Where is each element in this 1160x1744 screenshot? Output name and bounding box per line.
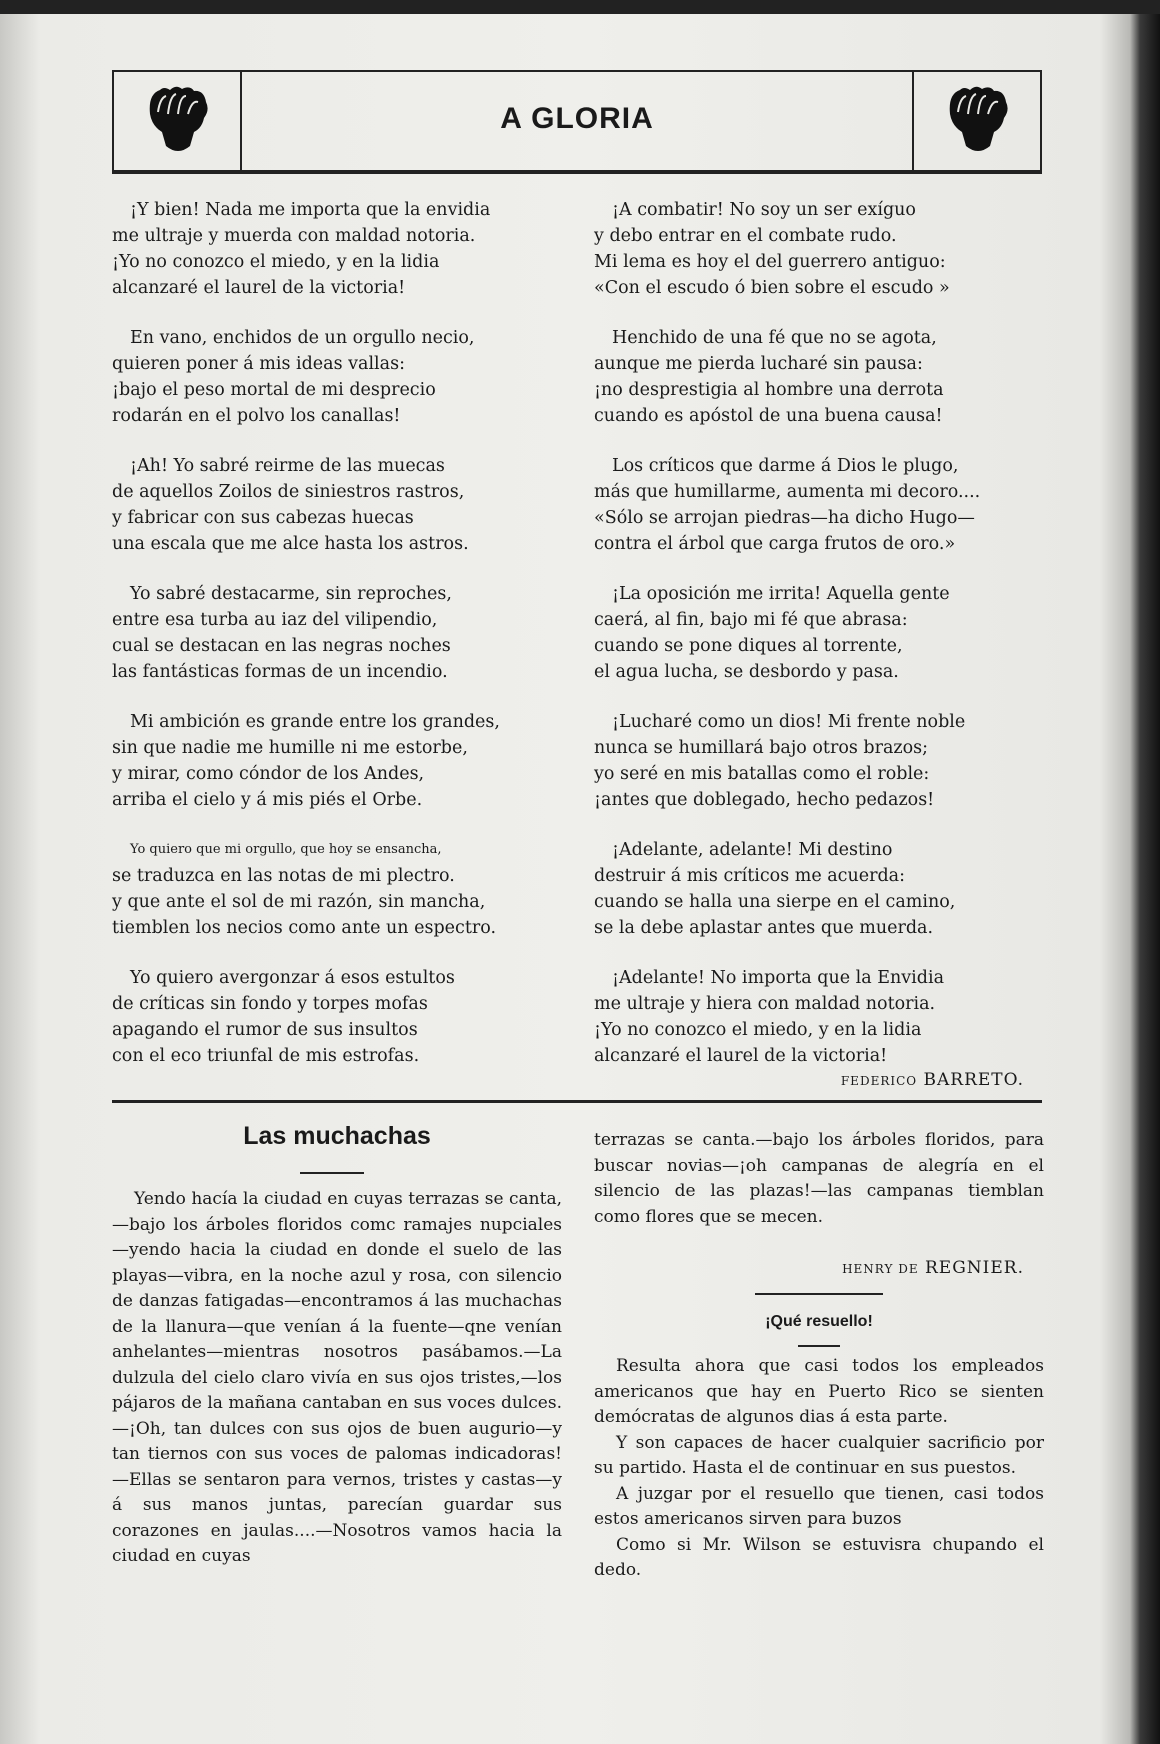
poem-line: ¡Adelante! No importa que la Envidia [612, 968, 944, 988]
story-paragraph-continued: terrazas se canta.—bajo los árboles floridos, para buscar novias—¡oh campanas de alegría en el silencio de las plazas!—las campanas tiemblan como flores que se mecen. [594, 1130, 1044, 1227]
stanza [112, 837, 582, 941]
story-title: Las muchachas [243, 1122, 431, 1150]
poem-line: ¡Lucharé como un dios! Mi frente noble [612, 712, 966, 732]
story-paragraph: Yendo hacía la ciudad en cuyas terrazas se canta,—bajo los árboles floridos comc ramajes nupciales—yendo hacia la ciudad en donde el suelo de las playas—vibra, en la noche azul y rosa, con silencio de danzas fatigadas—encontramos á las muchachas de la llanura—que venían á la fuente—qne venían anhelantes—mientras nosotros pasábamos.—La dulzula del cielo claro vivía en sus ojos tristes,—los pájaros de la mañana cantaban en sus voces dulces.—¡Oh, tan dulces con sus ojos de buen augurio—y tan tiernos con sus voces de palomas indicadoras!—Ellas se sentaron para vernos, tristes y castas—y á sus manos juntas, parecían guardar sus corazones en jaulas....—Nosotros vamos hacia la ciudad en cuyas [112, 1189, 562, 1566]
poem-line: ¡Yo no conozco el miedo, y en la lidia [594, 1020, 922, 1040]
poem-line: Mi ambición es grande entre los grandes, [130, 712, 500, 732]
poem-line: Yo sabré destacarme, sin reproches, [130, 584, 452, 604]
note-text [594, 1354, 1044, 1584]
poem-line: «Con el escudo ó bien sobre el escudo » [594, 278, 950, 298]
poem-author-last: BARRETO. [923, 1070, 1024, 1090]
poem-line: de críticas sin fondo y torpes mofas [112, 994, 428, 1014]
stanza [594, 581, 1044, 685]
poem-line: con el eco triunfal de mis estrofas. [112, 1046, 420, 1066]
poem-line: Yo quiero que mi orgullo, que hoy se ensancha, [130, 842, 442, 857]
poem-line: aunque me pierda lucharé sin pausa: [594, 354, 923, 374]
poem-column-left [112, 197, 582, 1093]
story-text-right [594, 1128, 1044, 1230]
note-top-rule [755, 1293, 883, 1295]
poem-line: destruir á mis críticos me acuerda: [594, 866, 906, 886]
poem-line: más que humillarme, aumenta mi decoro.... [594, 482, 981, 502]
poem-line: ¡La oposición me irrita! Aquella gente [612, 584, 950, 604]
stanza [594, 965, 1044, 1069]
note-paragraph: Y son capaces de hacer cualquier sacrificio por su partido. Hasta el de continuar en sus puestos. [594, 1432, 1044, 1478]
poem-line: tiemblen los necios como ante un espectro. [112, 918, 497, 938]
poem-line: y que ante el sol de mi razón, sin mancha, [112, 892, 486, 912]
poem-line: me ultraje y muerda con maldad notoria. [112, 226, 476, 246]
note-paragraph: Como si Mr. Wilson se estuvisra chupando el dedo. [594, 1534, 1044, 1580]
poem-line: Yo quiero avergonzar á esos estultos [130, 968, 455, 988]
poem-line: nunca se humillará bajo otros brazos; [594, 738, 929, 758]
poem-line: alcanzaré el laurel de la victoria! [594, 1046, 888, 1066]
flame-emblem-icon [140, 84, 216, 156]
poem-line: En vano, enchidos de un orgullo necio, [130, 328, 475, 348]
poem-line: ¡antes que doblegado, hecho pedazos! [594, 790, 935, 810]
flame-emblem-icon [940, 84, 1016, 156]
poem-line: y fabricar con sus cabezas huecas [112, 508, 414, 528]
stanza [112, 581, 582, 685]
poem-line: se la debe aplastar antes que muerda. [594, 918, 934, 938]
poem-line: quieren poner á mis ideas vallas: [112, 354, 405, 374]
poem-line: se traduzca en las notas de mi plectro. [112, 866, 455, 886]
poem-line: Henchido de una fé que no se agota, [612, 328, 937, 348]
poem-line: yo seré en mis batallas como el roble: [594, 764, 930, 784]
poem-author-first: FEDERICO [840, 1074, 918, 1088]
stanza [594, 453, 1044, 557]
stanza [594, 197, 1044, 301]
poem-line: entre esa turba au iaz del vilipendio, [112, 610, 438, 630]
poem-title: A GLORIA [500, 102, 654, 135]
poem-line: ¡no desprestigia al hombre una derrota [594, 380, 944, 400]
poem-line: el agua lucha, se desbordo y pasa. [594, 662, 899, 682]
poem-line: ¡A combatir! No soy un ser exíguo [612, 200, 916, 220]
poem-line: cual se destacan en las negras noches [112, 636, 451, 656]
story-text-left [112, 1187, 562, 1570]
poem-line: rodarán en el polvo los canallas! [112, 406, 401, 426]
poem-line: apagando el rumor de sus insultos [112, 1020, 418, 1040]
poem-line: cuando se halla una sierpe en el camino, [594, 892, 956, 912]
header-emblem-right [912, 72, 1040, 170]
poem-line: cuando se pone diques al torrente, [594, 636, 903, 656]
poem-line: ¡Ah! Yo sabré reirme de las muecas [130, 456, 445, 476]
stanza [112, 325, 582, 429]
stanza [112, 709, 582, 813]
poem-column-right [594, 197, 1044, 1093]
poem-line: contra el árbol que carga frutos de oro.» [594, 534, 956, 554]
poem-line: y mirar, como cóndor de los Andes, [112, 764, 425, 784]
poem-line: ¡bajo el peso mortal de mi desprecio [112, 380, 436, 400]
stanza [594, 325, 1044, 429]
header-emblem-left [114, 72, 242, 170]
stanza [594, 709, 1044, 813]
poem-line: arriba el cielo y á mis piés el Orbe. [112, 790, 423, 810]
section-divider [112, 1100, 1042, 1103]
poem-header [112, 70, 1042, 174]
note-title-rule [798, 1345, 840, 1347]
poem-line: una escala que me alce hasta los astros. [112, 534, 469, 554]
poem-line: ¡Adelante, adelante! Mi destino [612, 840, 893, 860]
poem-line: caerá, al fin, bajo mi fé que abrasa: [594, 610, 908, 630]
poem-line: de aquellos Zoilos de siniestros rastros, [112, 482, 465, 502]
stanza [594, 837, 1044, 941]
poem-line: ¡Yo no conozco el miedo, y en la lidia [112, 252, 440, 272]
poem-line: ¡Y bien! Nada me importa que la envidia [130, 200, 491, 220]
story-author-first: HENRY DE [842, 1262, 919, 1276]
story-title-rule [300, 1172, 364, 1174]
poem-author [594, 1070, 1024, 1090]
stanza [112, 965, 582, 1069]
stanza [112, 453, 582, 557]
poem-line: sin que nadie me humille ni me estorbe, [112, 738, 468, 758]
note-paragraph: A juzgar por el resuello que tienen, casi todos estos americanos sirven para buzos [594, 1483, 1044, 1529]
note-paragraph: Resulta ahora que casi todos los empleados americanos que hay en Puerto Rico se sienten demócratas de algunos dias á esta parte. [594, 1356, 1044, 1427]
note-title: ¡Qué resuello! [765, 1313, 873, 1330]
story-author-last: REGNIER. [925, 1258, 1024, 1278]
poem-line: las fantásticas formas de un incendio. [112, 662, 448, 682]
poem-line: me ultraje y hiera con maldad notoria. [594, 994, 936, 1014]
stanza [112, 197, 582, 301]
poem-line: alcanzaré el laurel de la victoria! [112, 278, 406, 298]
poem-line: Los críticos que darme á Dios le plugo, [612, 456, 959, 476]
poem-line: y debo entrar en el combate rudo. [594, 226, 897, 246]
poem-line: cuando es apóstol de una buena causa! [594, 406, 943, 426]
story-author [594, 1258, 1024, 1278]
poem-line: Mi lema es hoy el del guerrero antiguo: [594, 252, 946, 272]
poem-line: «Sólo se arrojan piedras—ha dicho Hugo— [594, 508, 975, 528]
scan-top-border [0, 0, 1160, 14]
